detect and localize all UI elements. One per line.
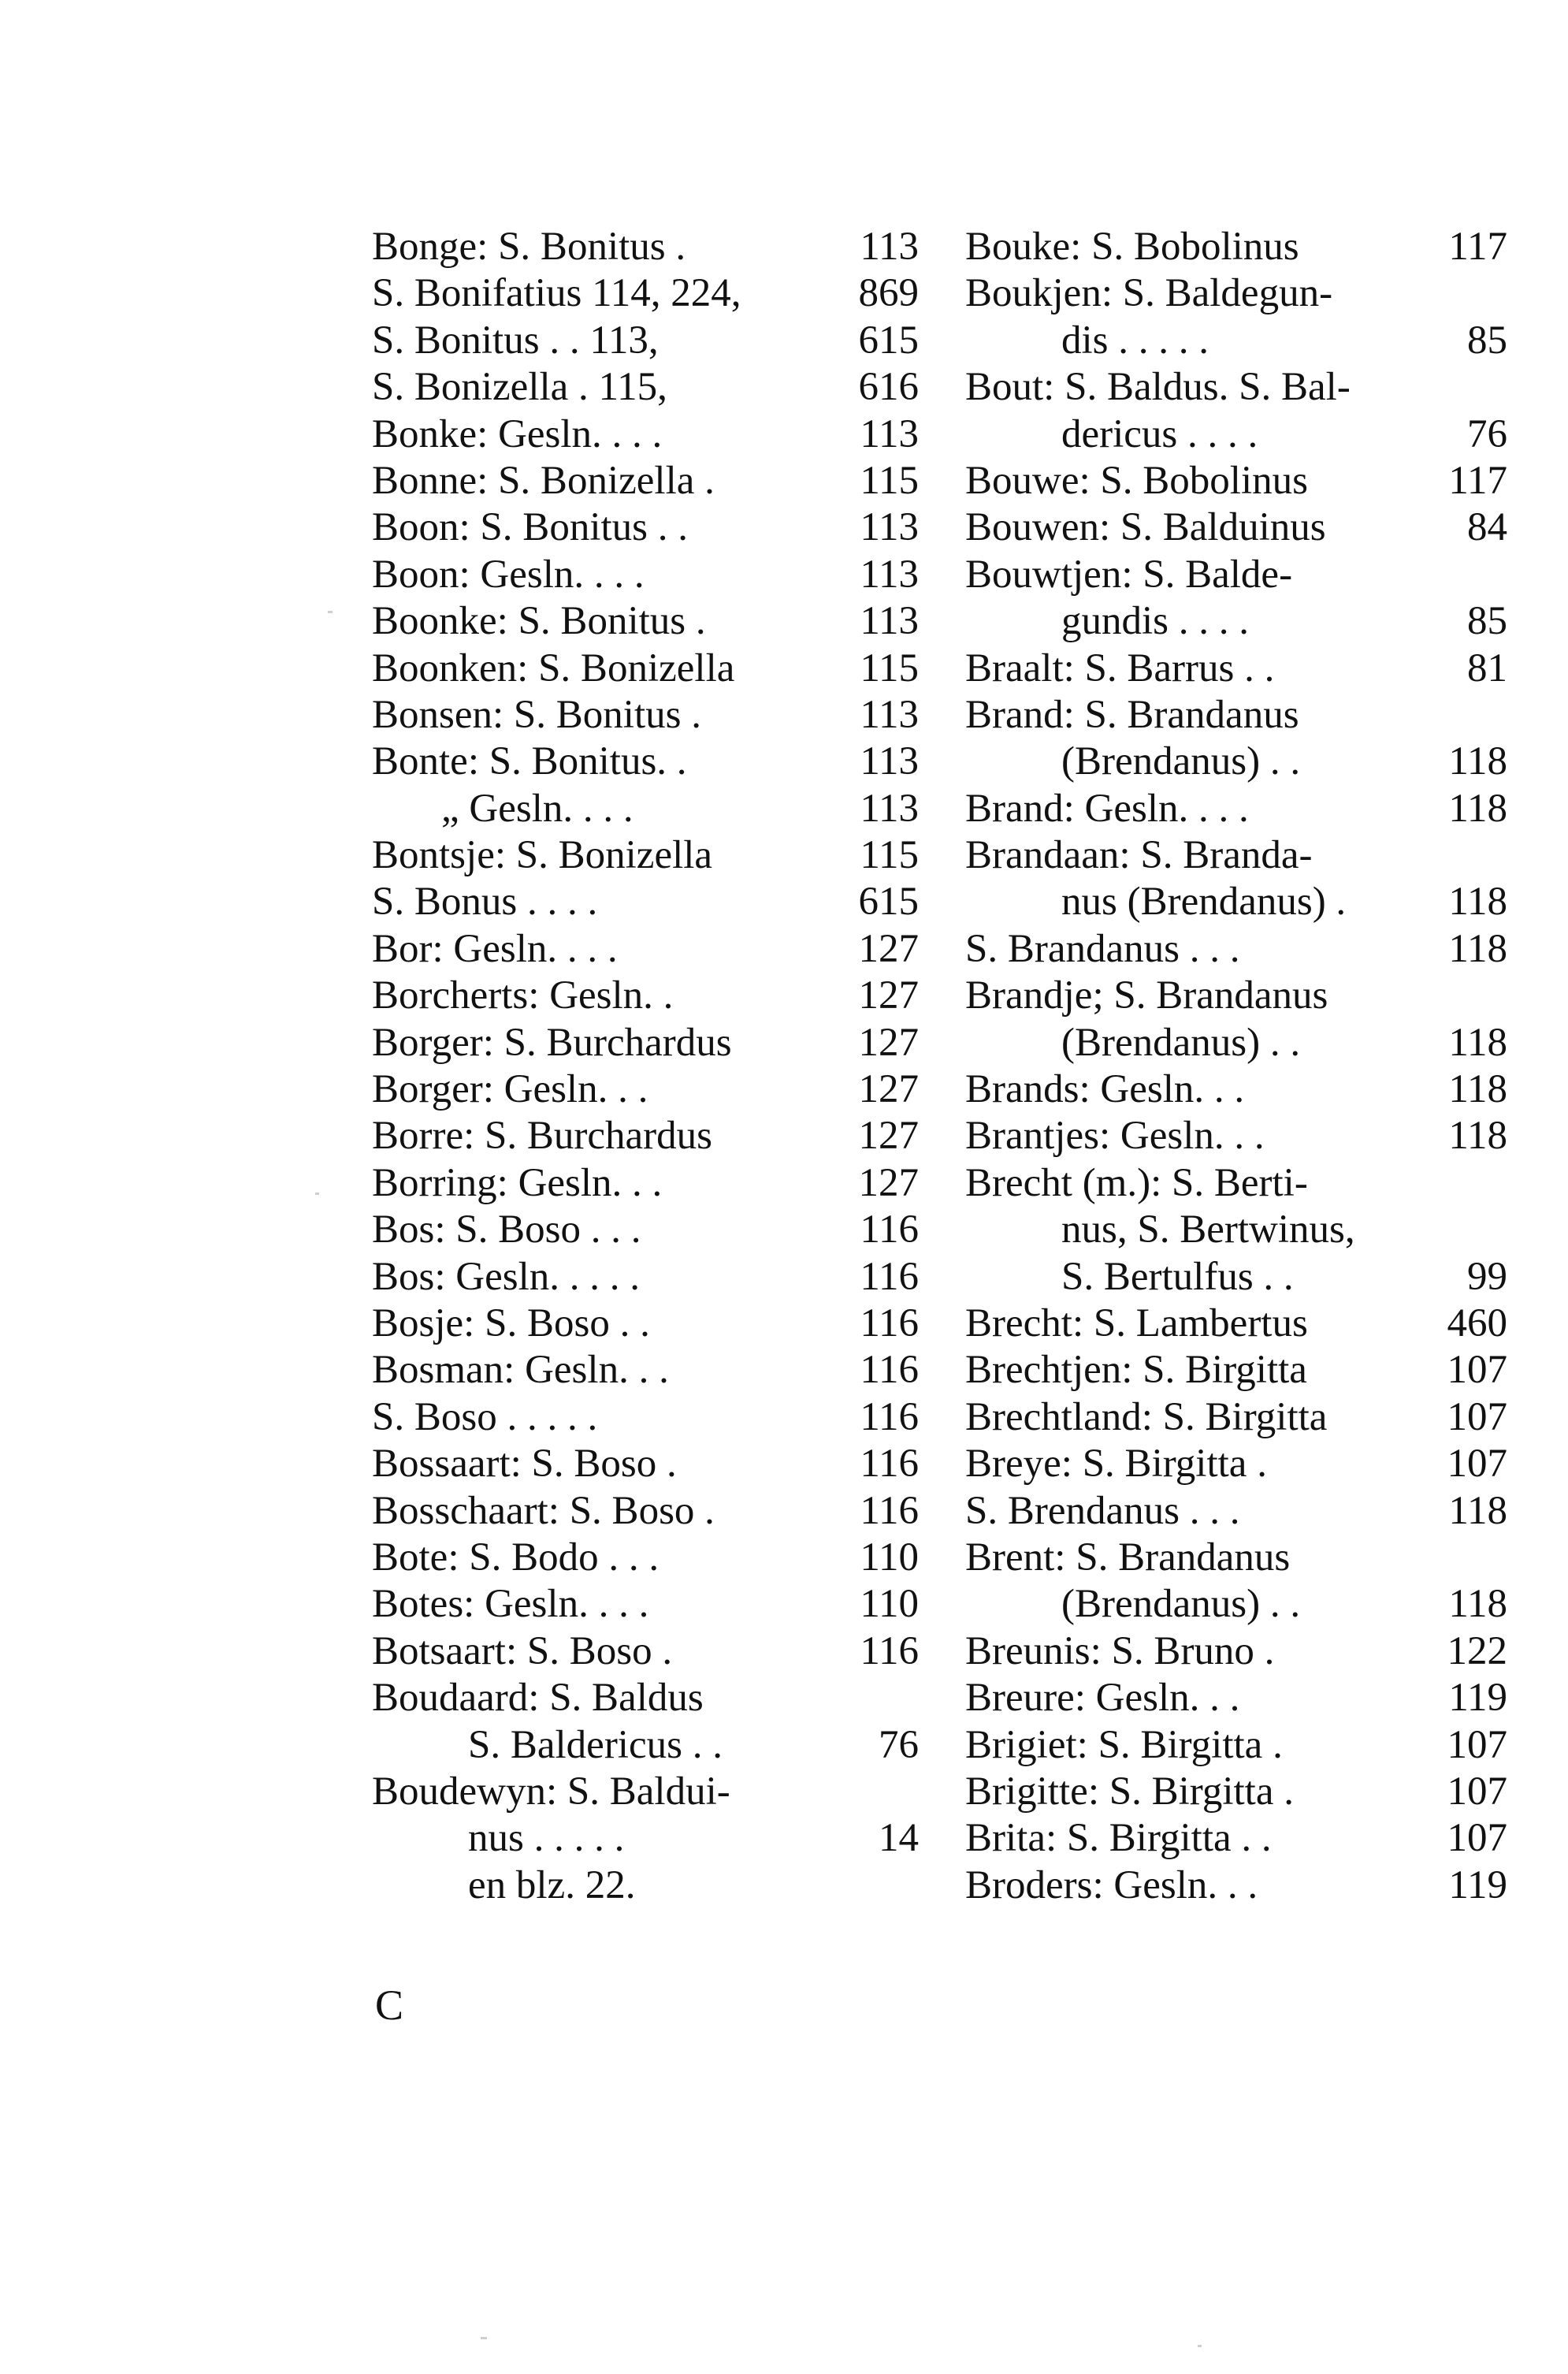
index-entry xyxy=(372,411,919,458)
entry-text: Borger: Gesln. . . xyxy=(372,1067,648,1112)
index-entry xyxy=(372,1066,919,1113)
page-number: 113 xyxy=(860,786,919,831)
page-number: 122 xyxy=(1447,1628,1507,1673)
index-entry xyxy=(372,598,919,645)
entry-text: nus (Brendanus) . xyxy=(1061,880,1347,925)
index-entry xyxy=(965,739,1507,785)
page-number: 110 xyxy=(860,1535,919,1580)
entry-text: S. Baldericus . . xyxy=(468,1722,723,1767)
page-number: 113 xyxy=(860,225,919,269)
paper-speck xyxy=(1198,2345,1202,2347)
paper-speck xyxy=(315,1193,319,1195)
entry-text: Breunis: S. Bruno . xyxy=(965,1628,1275,1673)
index-entry xyxy=(965,692,1507,739)
index-entry xyxy=(372,1581,919,1628)
entry-text: S. Bonizella . 115, xyxy=(372,365,667,410)
page-number: 118 xyxy=(1448,1020,1507,1065)
index-entry xyxy=(372,1815,919,1862)
index-column-right xyxy=(965,224,1507,1909)
index-entry xyxy=(965,1862,1507,1909)
entry-text: Boukjen: S. Baldegun- xyxy=(965,271,1333,316)
index-entry xyxy=(965,1769,1507,1815)
page-number: 107 xyxy=(1447,1722,1507,1767)
index-entry xyxy=(372,1394,919,1441)
page-number: 110 xyxy=(860,1582,919,1627)
index-entry xyxy=(965,1254,1507,1300)
page-number: 615 xyxy=(858,318,919,363)
page-number: 118 xyxy=(1448,1114,1507,1159)
page-number: 115 xyxy=(860,833,919,878)
entry-text: S. Brendanus . . . xyxy=(965,1488,1240,1533)
page-number: 127 xyxy=(858,926,919,971)
index-entry xyxy=(965,1675,1507,1721)
page-number: 118 xyxy=(1448,739,1507,784)
index-entry xyxy=(372,552,919,598)
entry-text: Borre: S. Burchardus xyxy=(372,1114,713,1159)
page-number: 107 xyxy=(1447,1348,1507,1393)
entry-text: Brantjes: Gesln. . . xyxy=(965,1114,1265,1159)
index-entry xyxy=(965,879,1507,925)
index-entry xyxy=(965,926,1507,973)
index-entry xyxy=(372,1254,919,1300)
entry-text: Bouwtjen: S. Balde- xyxy=(965,552,1293,597)
page-number: 127 xyxy=(858,1067,919,1112)
page-number: 113 xyxy=(860,505,919,550)
page-number: 113 xyxy=(860,739,919,784)
page-number: 116 xyxy=(860,1207,919,1252)
index-entry xyxy=(372,1628,919,1675)
page-number: 76 xyxy=(1467,411,1507,456)
index-entry xyxy=(965,1207,1507,1253)
page-number: 116 xyxy=(860,1348,919,1393)
entry-text: Boudaard: S. Baldus xyxy=(372,1676,704,1721)
page-number: 117 xyxy=(1448,458,1507,503)
index-entry xyxy=(965,1441,1507,1487)
entry-text: Brand: S. Brandanus xyxy=(965,692,1299,737)
entry-text: Borcherts: Gesln. . xyxy=(372,973,674,1018)
index-entry xyxy=(372,458,919,504)
entry-text: Brent: S. Brandanus xyxy=(965,1535,1291,1580)
page-number: 113 xyxy=(860,599,919,644)
entry-text: Bonke: Gesln. . . . xyxy=(372,411,663,456)
index-entry xyxy=(372,1020,919,1066)
page-number: 127 xyxy=(858,1114,919,1159)
page-number: 117 xyxy=(1448,225,1507,269)
entry-text: Bosje: S. Boso . . xyxy=(372,1300,650,1345)
index-entry xyxy=(372,224,919,270)
entry-text: Brechtland: S. Birgitta xyxy=(965,1394,1328,1439)
entry-text: Brandaan: S. Branda- xyxy=(965,833,1313,878)
index-entry xyxy=(965,1066,1507,1113)
entry-text: nus . . . . . xyxy=(468,1816,625,1861)
page-number: 127 xyxy=(858,1020,919,1065)
entry-text: Bos: S. Boso . . . xyxy=(372,1207,641,1252)
index-entry xyxy=(965,786,1507,832)
page-number: 76 xyxy=(879,1722,919,1767)
entry-text: Brand: Gesln. . . . xyxy=(965,786,1249,831)
page-number: 616 xyxy=(858,365,919,410)
entry-text: Bouwe: S. Bobolinus xyxy=(965,458,1308,503)
entry-text: nus, S. Bertwinus, xyxy=(1061,1207,1355,1252)
entry-text: Bonte: S. Bonitus. . xyxy=(372,739,687,784)
index-entry xyxy=(372,1347,919,1394)
entry-text: Brita: S. Birgitta . . xyxy=(965,1816,1272,1861)
page-number: 107 xyxy=(1447,1816,1507,1861)
index-entry xyxy=(965,1628,1507,1675)
index-entry xyxy=(965,1535,1507,1581)
entry-text: Bote: S. Bodo . . . xyxy=(372,1535,660,1580)
entry-text: Bonne: S. Bonizella . xyxy=(372,458,715,503)
entry-text: Bonge: S. Bonitus . xyxy=(372,225,686,269)
index-entry xyxy=(965,973,1507,1019)
entry-text: Bonsen: S. Bonitus . xyxy=(372,692,701,737)
entry-text: Brigitte: S. Birgitta . xyxy=(965,1769,1294,1814)
index-entry xyxy=(965,1160,1507,1207)
index-entry xyxy=(965,458,1507,504)
page-number: 107 xyxy=(1447,1442,1507,1487)
index-entry xyxy=(372,1862,919,1909)
entry-text: Borring: Gesln. . . xyxy=(372,1160,663,1205)
entry-text: gundis . . . . xyxy=(1061,599,1250,644)
entry-text: Boudewyn: S. Baldui- xyxy=(372,1769,730,1814)
index-entry xyxy=(965,1020,1507,1066)
entry-text: „ Gesln. . . . xyxy=(441,786,634,831)
index-entry xyxy=(965,411,1507,458)
entry-text: Braalt: S. Barrus . . xyxy=(965,646,1275,690)
page-number: 116 xyxy=(860,1394,919,1439)
index-entry xyxy=(372,1675,919,1721)
entry-text: Brands: Gesln. . . xyxy=(965,1067,1245,1112)
page-number: 127 xyxy=(858,1160,919,1205)
index-entry xyxy=(965,1300,1507,1347)
index-entry xyxy=(372,1722,919,1769)
entry-text: Bossaart: S. Boso . xyxy=(372,1442,677,1487)
index-entry xyxy=(372,504,919,551)
entry-text: S. Bonus . . . . xyxy=(372,880,598,925)
index-entry xyxy=(965,1722,1507,1769)
page-number: 118 xyxy=(1448,1488,1507,1533)
entry-text: Brandje; S. Brandanus xyxy=(965,973,1328,1018)
page-number: 460 xyxy=(1447,1300,1507,1345)
index-entry xyxy=(965,832,1507,879)
page-number: 113 xyxy=(860,411,919,456)
entry-text: Bor: Gesln. . . . xyxy=(372,926,618,971)
page-number: 118 xyxy=(1448,1067,1507,1112)
index-entry xyxy=(965,270,1507,317)
page-number: 116 xyxy=(860,1300,919,1345)
index-entry xyxy=(965,1581,1507,1628)
entry-text: Bout: S. Baldus. S. Bal- xyxy=(965,365,1351,410)
page-number: 99 xyxy=(1467,1254,1507,1299)
index-entry xyxy=(372,1207,919,1253)
page-number: 85 xyxy=(1467,599,1507,644)
entry-text: Brigiet: S. Birgitta . xyxy=(965,1722,1283,1767)
page-number: 115 xyxy=(860,458,919,503)
entry-text: Botsaart: S. Boso . xyxy=(372,1628,673,1673)
page-number: 116 xyxy=(860,1628,919,1673)
index-entry xyxy=(372,1160,919,1207)
entry-text: Boon: S. Bonitus . . xyxy=(372,505,689,550)
entry-text: Boonken: S. Bonizella xyxy=(372,646,735,690)
entry-text: Boon: Gesln. . . . xyxy=(372,552,645,597)
index-entry xyxy=(965,1815,1507,1862)
page-number: 107 xyxy=(1447,1769,1507,1814)
entry-text: Brechtjen: S. Birgitta xyxy=(965,1348,1307,1393)
index-entry xyxy=(965,504,1507,551)
page-number: 113 xyxy=(860,692,919,737)
page-number: 107 xyxy=(1447,1394,1507,1439)
page-number: 85 xyxy=(1467,318,1507,363)
entry-text: Bontsje: S. Bonizella xyxy=(372,833,713,878)
section-letter: C xyxy=(375,1981,404,2029)
index-entry xyxy=(965,598,1507,645)
page-number: 81 xyxy=(1467,646,1507,690)
index-entry xyxy=(965,1394,1507,1441)
entry-text: Borger: S. Burchardus xyxy=(372,1020,732,1065)
entry-text: S. Brandanus . . . xyxy=(965,926,1240,971)
entry-text: S. Boso . . . . . xyxy=(372,1394,598,1439)
page-number: 116 xyxy=(860,1488,919,1533)
entry-text: Botes: Gesln. . . . xyxy=(372,1582,649,1627)
entry-text: en blz. 22. xyxy=(468,1862,636,1907)
index-entry xyxy=(965,1347,1507,1394)
index-entry xyxy=(965,1113,1507,1159)
page-number: 118 xyxy=(1448,926,1507,971)
index-entry xyxy=(372,364,919,411)
index-entry xyxy=(372,786,919,832)
entry-text: S. Bonitus . . 113, xyxy=(372,318,659,363)
entry-text: Breure: Gesln. . . xyxy=(965,1676,1240,1721)
page-number: 119 xyxy=(1448,1676,1507,1721)
index-entry xyxy=(372,646,919,692)
page-number: 113 xyxy=(860,552,919,597)
entry-text: S. Bertulfus . . xyxy=(1061,1254,1294,1299)
entry-text: (Brendanus) . . xyxy=(1061,739,1301,784)
index-entry xyxy=(965,552,1507,598)
index-entry xyxy=(372,973,919,1019)
entry-text: Brecht: S. Lambertus xyxy=(965,1300,1308,1345)
entry-text: Bosman: Gesln. . . xyxy=(372,1348,669,1393)
index-entry xyxy=(372,1769,919,1815)
page-number: 118 xyxy=(1448,786,1507,831)
index-entry xyxy=(372,270,919,317)
entry-text: Breye: S. Birgitta . xyxy=(965,1442,1267,1487)
index-entry xyxy=(372,1441,919,1487)
page-number: 127 xyxy=(858,973,919,1018)
index-entry xyxy=(372,926,919,973)
index-entry xyxy=(965,646,1507,692)
entry-text: Boonke: S. Bonitus . xyxy=(372,599,706,644)
index-entry xyxy=(965,318,1507,364)
index-entry xyxy=(372,1535,919,1581)
page-number: 84 xyxy=(1467,505,1507,550)
paper-speck xyxy=(481,2337,487,2339)
page-number: 869 xyxy=(858,271,919,316)
page-number: 14 xyxy=(879,1816,919,1861)
index-entry xyxy=(965,224,1507,270)
index-entry xyxy=(372,739,919,785)
entry-text: Broders: Gesln. . . xyxy=(965,1862,1258,1907)
page-number: 615 xyxy=(858,880,919,925)
index-entry xyxy=(372,692,919,739)
index-entry xyxy=(372,318,919,364)
index-entry xyxy=(965,364,1507,411)
entry-text: Bouwen: S. Balduinus xyxy=(965,505,1326,550)
page-number: 118 xyxy=(1448,1582,1507,1627)
index-entry xyxy=(372,1300,919,1347)
entry-text: Bouke: S. Bobolinus xyxy=(965,225,1299,269)
index-column-left xyxy=(372,224,919,1909)
index-entry xyxy=(965,1488,1507,1535)
entry-text: dericus . . . . xyxy=(1061,411,1258,456)
index-entry xyxy=(372,879,919,925)
page-number: 115 xyxy=(860,646,919,690)
entry-text: (Brendanus) . . xyxy=(1061,1020,1301,1065)
index-entry xyxy=(372,1113,919,1159)
index-entry xyxy=(372,1488,919,1535)
entry-text: (Brendanus) . . xyxy=(1061,1582,1301,1627)
page-number: 118 xyxy=(1448,880,1507,925)
entry-text: Bosschaart: S. Boso . xyxy=(372,1488,715,1533)
page-number: 116 xyxy=(860,1442,919,1487)
paper-speck xyxy=(328,611,333,613)
page-number: 119 xyxy=(1448,1862,1507,1907)
entry-text: dis . . . . . xyxy=(1061,318,1209,363)
entry-text: S. Bonifatius 114, 224, xyxy=(372,271,741,316)
page-number: 116 xyxy=(860,1254,919,1299)
index-entry xyxy=(372,832,919,879)
entry-text: Brecht (m.): S. Berti- xyxy=(965,1160,1308,1205)
entry-text: Bos: Gesln. . . . . xyxy=(372,1254,641,1299)
